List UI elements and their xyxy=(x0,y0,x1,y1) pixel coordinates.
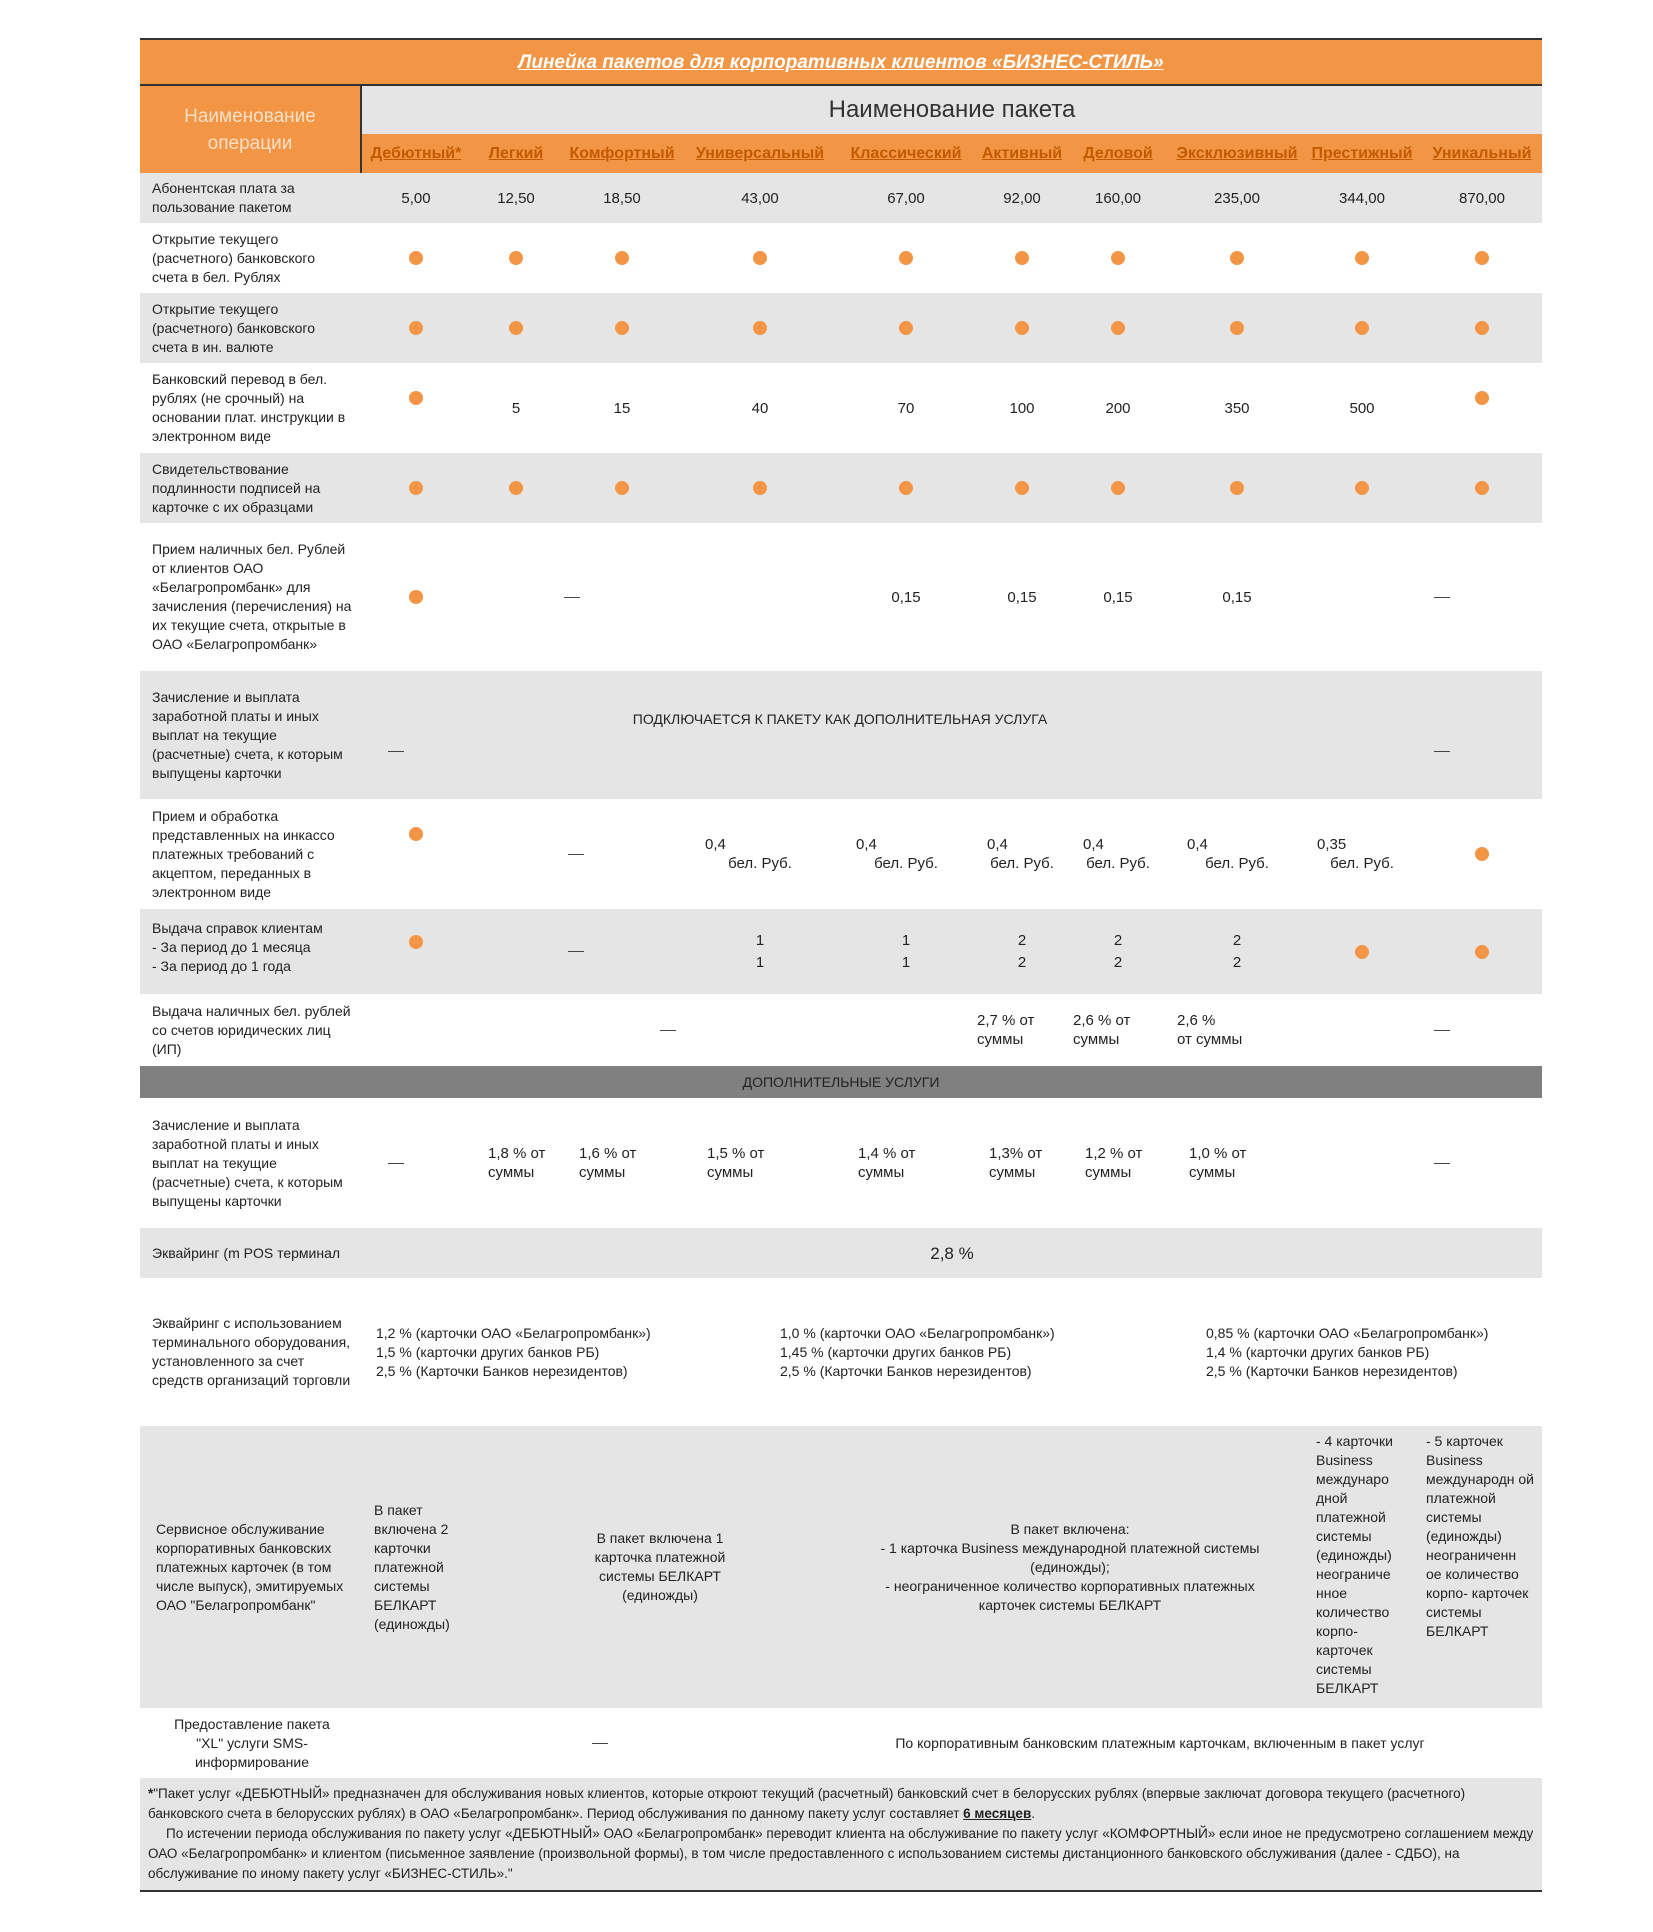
included-dot-icon xyxy=(615,251,629,265)
value-text: суммы xyxy=(488,1164,535,1181)
value-text: суммы xyxy=(1073,1031,1120,1048)
package-header-cell xyxy=(371,134,461,173)
value-text: 5 xyxy=(511,399,521,417)
value-text: 0,4 xyxy=(1187,836,1208,853)
value-cell xyxy=(977,223,1067,293)
value-text: 2 xyxy=(1232,931,1242,949)
value-text: 0,15 xyxy=(891,588,921,606)
row-salary xyxy=(140,671,1542,799)
dash-icon xyxy=(1434,597,1450,598)
value-cell xyxy=(1432,799,1532,909)
value-cell xyxy=(567,293,677,363)
value-text: бел. Руб. xyxy=(990,855,1054,872)
cards-middle: В пакет включена: - 1 карточка Business международной платежной системы (единожды); - неограниченное количество корпоративных платежных карточек системы БЕЛКАРТ xyxy=(880,1520,1260,1613)
value-cell xyxy=(846,523,966,671)
value-text: суммы xyxy=(989,1164,1036,1181)
row-label: Эквайринг с использованием терминального оборудования, установленного за счет средств организаций торговли xyxy=(152,1315,351,1388)
package-header-cell xyxy=(695,134,825,173)
value-cell xyxy=(1432,173,1532,223)
value-cell xyxy=(476,293,556,363)
value-text: 1,4 % от xyxy=(858,1145,916,1162)
included-dot-icon xyxy=(1355,321,1369,335)
value-cell xyxy=(1073,1098,1163,1228)
salary-note: ПОДКЛЮЧАЕТСЯ К ПАКЕТУ КАК ДОПОЛНИТЕЛЬНАЯ УСЛУГА xyxy=(632,710,1048,727)
row-label: Открытие текущего (расчетного) банковского счета в ин. валюте xyxy=(152,300,315,355)
cards-light: В пакет включена 1 карточка платежной системы БЕЛКАРТ (единожды) xyxy=(594,1530,726,1603)
row-label: Выдача наличных бел. рублей со счетов юридических лиц (ИП) xyxy=(152,1002,351,1057)
value-cell xyxy=(476,453,556,523)
value-text: 40 xyxy=(751,399,769,417)
dash-icon xyxy=(388,751,404,752)
included-dot-icon xyxy=(1475,945,1489,959)
included-dot-icon xyxy=(409,935,423,949)
value-text: бел. Руб. xyxy=(874,855,938,872)
package-names xyxy=(140,134,1542,173)
value-text: 12,50 xyxy=(497,189,535,207)
value-text: 0,15 xyxy=(1222,588,1252,606)
value-cell xyxy=(977,909,1067,994)
operation-header: Наименование операции xyxy=(140,86,362,173)
included-dot-icon xyxy=(1111,251,1125,265)
dash-icon xyxy=(568,951,584,952)
value-cell xyxy=(1177,453,1297,523)
package-header-cell xyxy=(846,134,966,173)
value-cell xyxy=(1073,523,1163,671)
row-label: Зачисление и выплата заработной платы и иных выплат на текущие (расчетные) счета, к которым выпущены карточки xyxy=(152,688,343,781)
row-label: Абонентская плата за пользование пакетом xyxy=(152,180,295,215)
value-text: 1,5 % от xyxy=(707,1145,765,1162)
value-cell xyxy=(1177,909,1297,994)
row-cards xyxy=(140,1426,1542,1708)
dash-icon xyxy=(1434,1163,1450,1164)
value-text: 235,00 xyxy=(1214,189,1260,207)
page-title: Линейка пакетов для корпоративных клиентов «БИЗНЕС-СТИЛЬ» xyxy=(518,51,1164,73)
value-cell xyxy=(977,1098,1067,1228)
value-cell xyxy=(1307,363,1417,453)
package-name[interactable]: Дебютный* xyxy=(370,145,462,162)
package-name[interactable]: Комфортный xyxy=(569,145,675,162)
included-dot-icon xyxy=(1015,481,1029,495)
included-dot-icon xyxy=(1355,251,1369,265)
value-text: 2,6 % xyxy=(1177,1012,1216,1029)
value-cell xyxy=(695,363,825,453)
value-cell xyxy=(1177,173,1297,223)
row-label: Открытие текущего (расчетного) банковского счета в бел. Рублях xyxy=(152,230,315,285)
value-cell xyxy=(371,453,461,523)
value-cell xyxy=(846,1098,966,1228)
included-dot-icon xyxy=(1111,321,1125,335)
additional-header: ДОПОЛНИТЕЛЬНЫЕ УСЛУГИ xyxy=(140,1066,1542,1098)
included-dot-icon xyxy=(1475,847,1489,861)
dash-icon xyxy=(1434,1030,1450,1031)
value-cell xyxy=(695,173,825,223)
value-text: 2 xyxy=(1017,953,1027,971)
value-cell xyxy=(846,799,966,909)
package-header-cell xyxy=(1073,134,1163,173)
package-name[interactable]: Престижный xyxy=(1311,145,1413,162)
value-text: 2,6 % от xyxy=(1073,1012,1131,1029)
row-cash-in xyxy=(140,523,1542,671)
value-cell xyxy=(476,1098,556,1228)
value-cell xyxy=(1073,453,1163,523)
value-cell xyxy=(567,363,677,453)
value-text: 350 xyxy=(1224,399,1250,417)
included-dot-icon xyxy=(409,391,423,405)
value-cell xyxy=(977,363,1067,453)
included-dot-icon xyxy=(1015,321,1029,335)
value-cell xyxy=(977,173,1067,223)
included-dot-icon xyxy=(409,321,423,335)
value-cell xyxy=(1307,173,1417,223)
value-text: 0,4 xyxy=(856,836,877,853)
value-cell xyxy=(1307,223,1417,293)
value-cell xyxy=(1073,223,1163,293)
value-cell xyxy=(1073,363,1163,453)
dash-icon xyxy=(1434,751,1450,752)
value-text: 100 xyxy=(1009,399,1035,417)
value-text: 0,4 xyxy=(1083,836,1104,853)
value-text: суммы xyxy=(707,1164,754,1181)
row-sms xyxy=(140,1708,1542,1778)
value-cell xyxy=(1307,909,1417,994)
cards-prestige: - 4 карточки Business междунаро дной платежной системы (единожды) неограниче нное количество корпо- карточек системы БЕЛКАРТ xyxy=(1316,1433,1393,1696)
included-dot-icon xyxy=(615,321,629,335)
value-text: бел. Руб. xyxy=(1086,855,1150,872)
included-dot-icon xyxy=(1475,251,1489,265)
value-text: 1 xyxy=(901,931,911,949)
row-label: Сервисное обслуживание корпоративных банковских платежных карточек (в том числе выпуск), эмитируемых ОАО "Белагропромбанк" xyxy=(156,1520,344,1613)
value-cell xyxy=(476,223,556,293)
included-dot-icon xyxy=(1230,251,1244,265)
row-fee xyxy=(140,173,1542,223)
value-cell xyxy=(1177,799,1297,909)
value-text: 1,0 % от xyxy=(1189,1145,1247,1162)
value-cell xyxy=(1073,994,1163,1066)
value-text: бел. Руб. xyxy=(1330,855,1394,872)
value-text: 92,00 xyxy=(1003,189,1041,207)
value-text: 1,6 % от xyxy=(579,1145,637,1162)
cards-unique: - 5 карточек Business международн ой платежной системы (единожды) неограниченн ое количество корпо- карточек системы БЕЛКАРТ xyxy=(1426,1433,1534,1639)
included-dot-icon xyxy=(409,251,423,265)
included-dot-icon xyxy=(509,321,523,335)
value-cell xyxy=(695,909,825,994)
included-dot-icon xyxy=(1355,481,1369,495)
included-dot-icon xyxy=(409,481,423,495)
dash-icon xyxy=(660,1030,676,1031)
row-label: Зачисление и выплата заработной платы и иных выплат на текущие (расчетные) счета, к которым выпущены карточки xyxy=(152,1116,343,1209)
value-text: 70 xyxy=(897,399,915,417)
row-open-byn xyxy=(140,223,1542,293)
value-cell xyxy=(1432,909,1532,994)
package-header-cell xyxy=(977,134,1067,173)
value-cell xyxy=(977,799,1067,909)
included-dot-icon xyxy=(1230,321,1244,335)
package-name[interactable]: Активный xyxy=(981,145,1063,162)
value-cell xyxy=(1177,223,1297,293)
package-header: Наименование пакета xyxy=(362,86,1542,134)
value-text: 67,00 xyxy=(887,189,925,207)
value-cell xyxy=(1307,453,1417,523)
footnote: *"Пакет услуг «ДЕБЮТНЫЙ» предназначен для обслуживания новых клиентов, которые откроют текущий (расчетный) банковский счет в белорусских рублях (впервые заключат договора текущего (расчетного) банковского счета в белорусских рублях) в ОАО «Белагропромбанк». Период обслуживания по данному пакету услуг составляет 6 месяцев. По истечении периода обслуживания по пакету услуг «ДЕБЮТНЫЙ» ОАО «Белагропромбанк» переводит клиента на обслуживание по пакету услуг «КОМФОРТНЫЙ» если иное не предусмотрено соглашением между ОАО «Белагропромбанк» и клиентом (письменное заявление (произвольной формы), в том числе предоставленного с использованием системы дистанционного банковского обслуживания (далее - СДБО), на обслуживание по иному пакету услуг «БИЗНЕС-СТИЛЬ»." xyxy=(140,1778,1542,1892)
value-cell xyxy=(695,799,825,909)
value-cell xyxy=(567,453,677,523)
package-name[interactable]: Эксклюзивный xyxy=(1176,145,1298,162)
included-dot-icon xyxy=(1475,321,1489,335)
value-cell xyxy=(371,779,461,889)
included-dot-icon xyxy=(753,481,767,495)
value-text: суммы xyxy=(858,1164,905,1181)
value-text: 500 xyxy=(1349,399,1375,417)
value-cell xyxy=(476,363,556,453)
value-cell xyxy=(1432,453,1532,523)
included-dot-icon xyxy=(1475,481,1489,495)
value-text: 2 xyxy=(1232,953,1242,971)
value-cell xyxy=(846,363,966,453)
row-acquiring-mpos xyxy=(140,1228,1542,1278)
value-cell xyxy=(1177,994,1297,1066)
value-cell xyxy=(1177,293,1297,363)
row-label: Предоставление пакета "XL" услуги SMS- информирование xyxy=(174,1715,330,1770)
value-text: от суммы xyxy=(1177,1031,1243,1048)
row-acquiring: Эквайринг с использованием терминального оборудования, установленного за счет средств организаций торговли 1,2 % (карточки ОАО «Белагропромбанк») 1,5 % (карточки других банков РБ) 2,5 % (Карточки Банков нерезидентов) 1,0 % (карточки ОАО «Белагропромбанк») 1,45 % (карточки других банков РБ) 2,5 % (Карточки Банков нерезидентов) 0,85 % (карточки ОАО «Белагропромбанк») 1,4 % (карточки других банков РБ) 2,5 % (Карточки Банков нерезидентов) xyxy=(140,1278,1542,1426)
value-text: 870,00 xyxy=(1459,189,1505,207)
acquiring-mpos-value: 2,8 % xyxy=(930,1243,974,1263)
value-cell xyxy=(567,223,677,293)
package-header-cell xyxy=(476,134,556,173)
value-cell xyxy=(695,1098,825,1228)
value-cell xyxy=(476,173,556,223)
value-cell xyxy=(371,523,461,671)
value-cell xyxy=(371,223,461,293)
dash-icon xyxy=(568,854,584,855)
included-dot-icon xyxy=(1230,481,1244,495)
value-text: 2 xyxy=(1113,953,1123,971)
included-dot-icon xyxy=(509,251,523,265)
package-header-cell xyxy=(1177,134,1297,173)
row-incasso xyxy=(140,799,1542,909)
value-cell xyxy=(846,293,966,363)
value-text: 0,15 xyxy=(1103,588,1133,606)
row-label: Банковский перевод в бел. рублях (не срочный) на основании плат. инструкции в электронном виде xyxy=(152,371,346,444)
value-text: 200 xyxy=(1105,399,1131,417)
value-cell xyxy=(1307,293,1417,363)
row-label: Выдача справок клиентам - За период до 1 месяца - За период до 1 года xyxy=(152,920,323,974)
included-dot-icon xyxy=(753,321,767,335)
value-cell xyxy=(846,909,966,994)
value-text: 344,00 xyxy=(1339,189,1385,207)
value-text: 0,15 xyxy=(1007,588,1037,606)
package-name[interactable]: Универсальный xyxy=(695,145,825,162)
value-text: бел. Руб. xyxy=(1205,855,1269,872)
package-name[interactable]: Деловой xyxy=(1083,145,1153,162)
title-bar xyxy=(140,38,1542,86)
row-label: Прием и обработка представленных на инкассо платежных требований с акцептом, переданных в электронном виде xyxy=(152,807,335,900)
included-dot-icon xyxy=(1111,481,1125,495)
value-text: 2,7 % от xyxy=(977,1012,1035,1029)
value-text: 1,3% от xyxy=(989,1145,1043,1162)
package-header-cell xyxy=(567,134,677,173)
value-text: бел. Руб. xyxy=(728,855,792,872)
value-text: 1 xyxy=(755,931,765,949)
row-label: Свидетельствование подлинности подписей на карточке с их образцами xyxy=(152,460,321,515)
row-transfer xyxy=(140,363,1542,453)
value-cell xyxy=(1073,909,1163,994)
included-dot-icon xyxy=(409,590,423,604)
value-cell xyxy=(1307,799,1417,909)
value-cell xyxy=(371,899,461,984)
value-text: 160,00 xyxy=(1095,189,1141,207)
value-text: 0,4 xyxy=(987,836,1008,853)
included-dot-icon xyxy=(409,827,423,841)
included-dot-icon xyxy=(1015,251,1029,265)
value-cell xyxy=(1073,173,1163,223)
included-dot-icon xyxy=(899,251,913,265)
value-text: 1 xyxy=(901,953,911,971)
row-label: Эквайринг (m POS терминал xyxy=(152,1244,341,1261)
dash-icon xyxy=(592,1743,608,1744)
included-dot-icon xyxy=(509,481,523,495)
value-text: суммы xyxy=(1189,1164,1236,1181)
value-text: 15 xyxy=(613,399,631,417)
value-cell xyxy=(695,293,825,363)
value-text: 2 xyxy=(1113,931,1123,949)
value-text: 1,2 % от xyxy=(1085,1145,1143,1162)
package-name[interactable]: Классический xyxy=(850,145,962,162)
value-cell xyxy=(977,453,1067,523)
included-dot-icon xyxy=(1475,391,1489,405)
included-dot-icon xyxy=(1355,945,1369,959)
value-cell xyxy=(695,453,825,523)
value-cell xyxy=(1432,223,1532,293)
value-cell xyxy=(1177,363,1297,453)
included-dot-icon xyxy=(899,481,913,495)
row-signatures xyxy=(140,453,1542,523)
value-text: 1 xyxy=(755,953,765,971)
value-cell xyxy=(846,173,966,223)
value-cell xyxy=(567,1098,677,1228)
value-cell xyxy=(977,994,1067,1066)
value-cell xyxy=(977,293,1067,363)
value-cell xyxy=(846,223,966,293)
value-text: 43,00 xyxy=(741,189,779,207)
value-cell xyxy=(567,173,677,223)
value-text: суммы xyxy=(579,1164,626,1181)
value-text: суммы xyxy=(1085,1164,1132,1181)
package-header-cell xyxy=(1432,134,1532,173)
included-dot-icon xyxy=(753,251,767,265)
value-text: суммы xyxy=(977,1031,1024,1048)
value-text: 5,00 xyxy=(401,189,431,207)
value-text: 2 xyxy=(1017,931,1027,949)
value-cell xyxy=(695,223,825,293)
value-cell xyxy=(977,523,1067,671)
included-dot-icon xyxy=(899,321,913,335)
footnote-mark: * xyxy=(148,1786,154,1801)
value-text: 18,50 xyxy=(603,189,641,207)
included-dot-icon xyxy=(615,481,629,495)
row-label: Прием наличных бел. Рублей от клиентов ОАО «Белагропромбанк» для зачисления (перечисления) на их текущие счета, открытые в ОАО «Белагропромбанк» xyxy=(152,541,352,652)
value-cell xyxy=(1432,353,1532,443)
package-name[interactable]: Легкий xyxy=(488,145,544,162)
value-text: 1,8 % от xyxy=(488,1145,546,1162)
cards-debut: В пакет включена 2 карточки платежной системы БЕЛКАРТ (единожды) xyxy=(374,1501,450,1632)
value-text: 0,4 xyxy=(705,836,726,853)
sms-value: По корпоративным банковским платежным карточкам, включенным в пакет услуг xyxy=(895,1734,1425,1751)
row-cash-out xyxy=(140,994,1542,1066)
package-name[interactable]: Уникальный xyxy=(1432,145,1532,162)
row-open-fx xyxy=(140,293,1542,363)
value-cell xyxy=(1177,523,1297,671)
row-certificates xyxy=(140,909,1542,994)
value-cell xyxy=(1073,799,1163,909)
value-cell xyxy=(1073,293,1163,363)
package-header-cell xyxy=(1307,134,1417,173)
value-cell xyxy=(371,173,461,223)
row-additional-salary xyxy=(140,1098,1542,1228)
dash-icon xyxy=(564,597,580,598)
value-cell xyxy=(846,453,966,523)
dash-icon xyxy=(388,1163,404,1164)
value-cell xyxy=(1177,1098,1297,1228)
value-text: 0,35 xyxy=(1317,836,1347,853)
value-cell xyxy=(371,353,461,443)
